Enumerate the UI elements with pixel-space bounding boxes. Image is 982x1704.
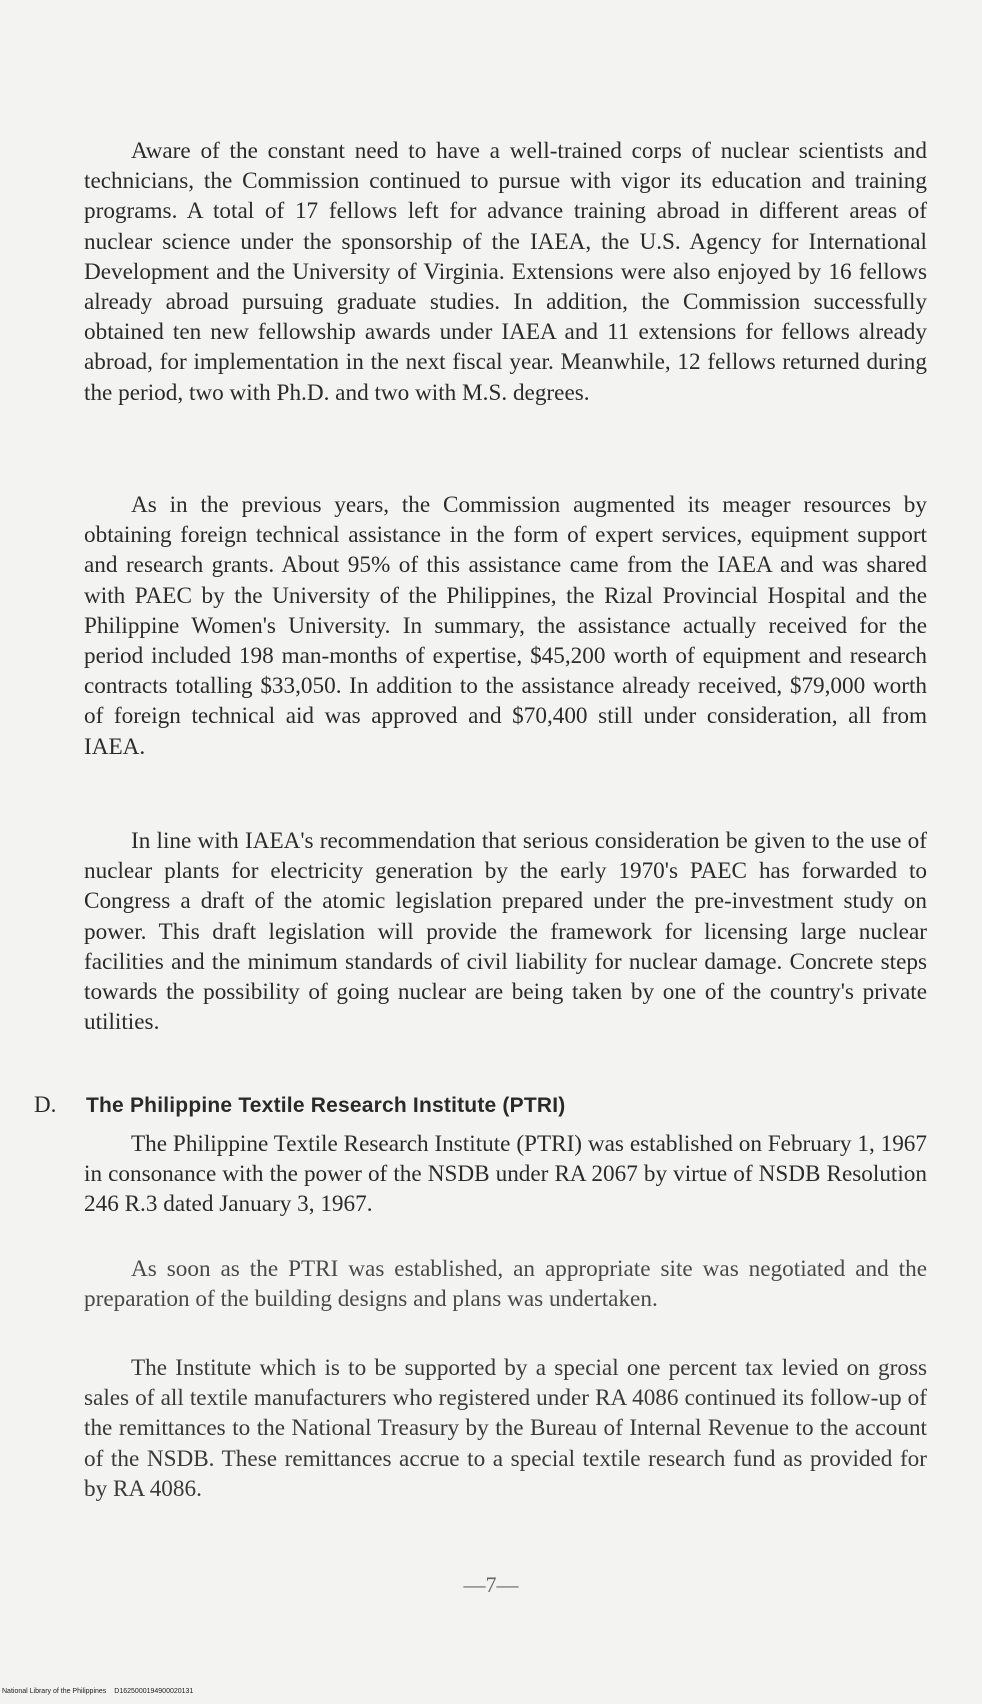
paragraph-technical-assistance: As in the previous years, the Commission augmented its meager resources by obtaining foreign technical assistance in the form of expert services, equipment support and research grants. About 95% of this assistance came from the IAEA and was shared with PAEC by the University of the Philippines, the Rizal Provincial Hospital and the Philippine Women's University. In summary, the assistance actually received for the period included 198 man-months of expertise, $45,200 worth of equipment and research contracts totalling $33,050. In addition to the assistance already received, $79,000 worth of foreign technical aid was approved and $70,400 still under consideration, all from IAEA.: [84, 492, 927, 760]
page-number: —7—: [463, 1572, 519, 1597]
section-letter: D.: [34, 1092, 57, 1117]
paragraph-ptri-established: The Philippine Textile Research Institute (PTRI) was established on February 1, 1967 in consonance with the power of the NSDB under RA 2067 by virtue of NSDB Resolution 246 R.3 dated January 3, 1967.: [84, 1131, 927, 1218]
footer-library: National Library of the Philippines: [2, 1688, 107, 1695]
paragraph-fellowships: Aware of the constant need to have a well-trained corps of nuclear scientists and technicians, the Commission continued to pursue with vigor its education and training programs. A total of 17 fellows left for advance training abroad in different areas of nuclear science under the sponsorship of the IAEA, the U.S. Agency for International Development and the University of Virginia. Extensions were also enjoyed by 16 fellows already abroad pursuing graduate studies. In addition, the Commission successfully obtained ten new fellowship awards under IAEA and 11 extensions for fellows already abroad, for implementation in the next fiscal year. Meanwhile, 12 fellows returned during the period, two with Ph.D. and two with M.S. degrees.: [84, 138, 927, 406]
paragraph-ptri-funding: The Institute which is to be supported by a special one percent tax levied on gross sales of all textile manufacturers who registered under RA 4086 continued its follow-up of the remittances to the National Treasury by the Bureau of Internal Revenue to the account of the NSDB. These remittances accrue to a special textile research fund as provided for by RA 4086.: [84, 1355, 927, 1502]
footer-code: D1625000194900020131: [114, 1688, 194, 1695]
section-heading: [34, 1090, 934, 1121]
paragraph-nuclear-legislation: In line with IAEA's recommendation that serious consideration be given to the use of nuclear plants for electricity generation by the early 1970's PAEC has forwarded to Congress a draft of the atomic legislation prepared under the pre-investment study on power. This draft legislation will provide the framework for licensing large nuclear facilities and the minimum standards of civil liability for nuclear damage. Concrete steps towards the possibility of going nuclear are being taken by one of the country's private utilities.: [84, 828, 927, 1036]
scan-footer: [2, 1688, 193, 1695]
section-title: The Philippine Textile Research Institute (PTRI): [86, 1094, 566, 1117]
paragraph-ptri-site: As soon as the PTRI was established, an appropriate site was negotiated and the preparation of the building designs and plans was undertaken.: [84, 1256, 927, 1313]
